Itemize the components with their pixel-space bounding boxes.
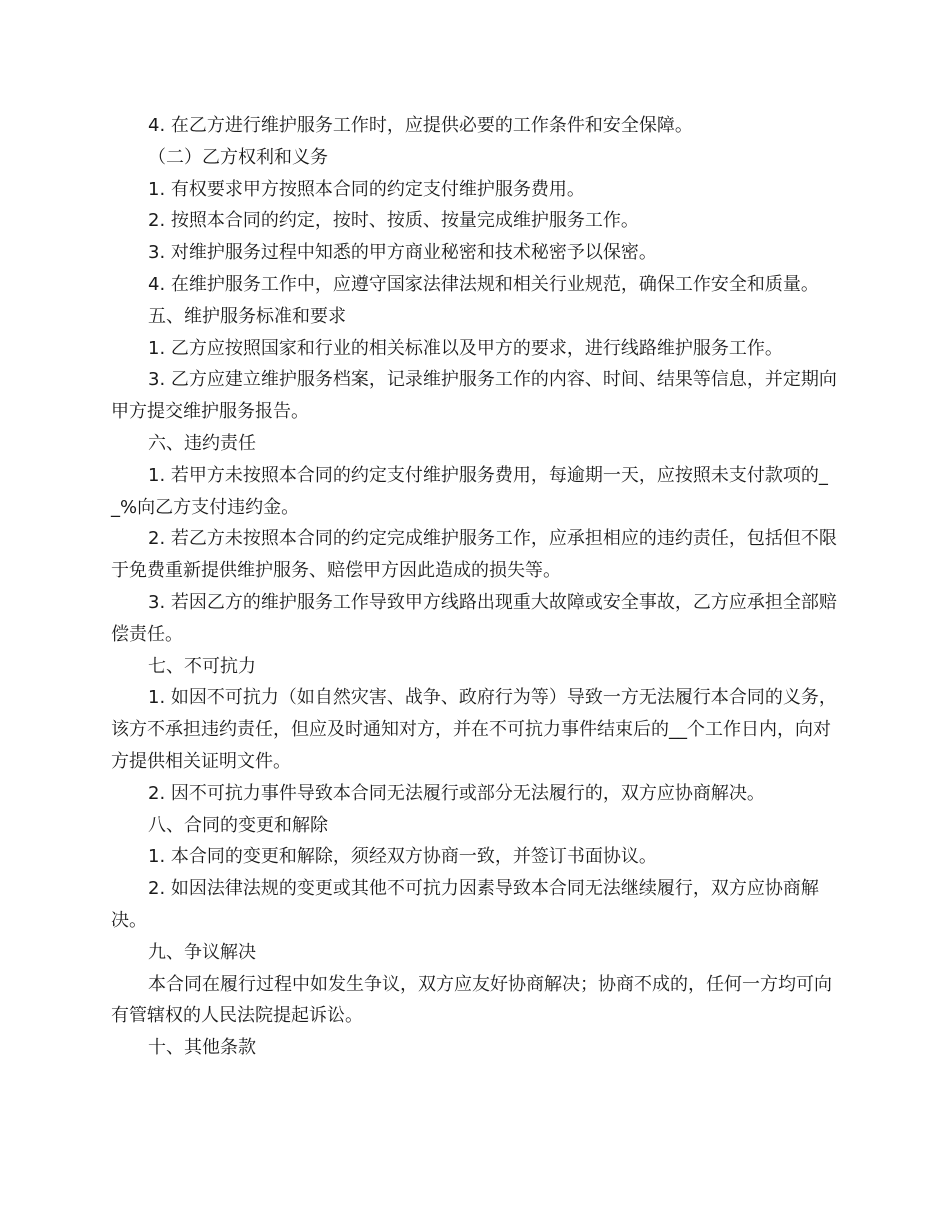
paragraph-15 (111, 682, 841, 777)
paragraph-6 (111, 269, 841, 301)
section-heading-modification (111, 810, 841, 842)
paragraph-11 (111, 460, 841, 524)
paragraph-1 (111, 110, 841, 142)
paragraph-12-text: 2. 若乙方未按照本合同的约定完成维护服务工作，应承担相应的违约责任，包括但不限于免费重新提供维护服务、赔偿甲方因此造成的损失等。 (111, 528, 837, 582)
paragraph-3-text: 1. 有权要求甲方按照本合同的约定支付维护服务费用。 (148, 178, 585, 200)
paragraph-15-text: 1. 如因不可抗力（如自然灾害、战争、政府行为等）导致一方无法履行本合同的义务，该方不承担违约责任，但应及时通知对方，并在不可抗力事件结束后的__个工作日内，向对方提供相关证明文件。 (111, 687, 837, 772)
section-heading-party-b-rights-text: （二）乙方权利和义务 (148, 146, 328, 168)
paragraph-16-text: 2. 因不可抗力事件导致本合同无法履行或部分无法履行的，双方应协商解决。 (148, 782, 765, 804)
paragraph-5-text: 3. 对维护服务过程中知悉的甲方商业秘密和技术秘密予以保密。 (148, 242, 657, 264)
paragraph-18-text: 1. 本合同的变更和解除，须经双方协商一致，并签订书面协议。 (148, 846, 657, 868)
paragraph-3 (111, 174, 841, 206)
paragraph-18 (111, 841, 841, 873)
paragraph-4-text: 2. 按照本合同的约定，按时、按质、按量完成维护服务工作。 (148, 210, 639, 232)
section-heading-dispute-text: 九、争议解决 (148, 941, 256, 963)
paragraph-5 (111, 237, 841, 269)
section-heading-other-terms (111, 1032, 841, 1064)
paragraph-11-text: 1. 若甲方未按照本合同的约定支付维护服务费用，每逾期一天，应按照未支付款项的__%向乙方支付违约金。 (111, 464, 828, 518)
section-heading-dispute (111, 937, 841, 969)
paragraph-9-text: 3. 乙方应建立维护服务档案，记录维护服务工作的内容、时间、结果等信息，并定期向甲方提交维护服务报告。 (111, 369, 837, 423)
section-heading-liability (111, 428, 841, 460)
paragraph-1-text: 4. 在乙方进行维护服务工作时，应提供必要的工作条件和安全保障。 (148, 115, 693, 136)
paragraph-12 (111, 523, 841, 587)
paragraph-4 (111, 205, 841, 237)
paragraph-13-text: 3. 若因乙方的维护服务工作导致甲方线路出现重大故障或安全事故，乙方应承担全部赔偿责任。 (111, 591, 837, 645)
section-heading-force-majeure (111, 651, 841, 683)
paragraph-8 (111, 333, 841, 365)
section-heading-modification-text: 八、合同的变更和解除 (148, 814, 328, 836)
paragraph-19 (111, 873, 841, 937)
section-heading-other-terms-text: 十、其他条款 (148, 1037, 256, 1059)
section-heading-force-majeure-text: 七、不可抗力 (148, 655, 256, 677)
paragraph-21-text: 本合同在履行过程中如发生争议，双方应友好协商解决；协商不成的，任何一方均可向有管辖权的人民法院提起诉讼。 (111, 973, 832, 1027)
paragraph-19-text: 2. 如因法律法规的变更或其他不可抗力因素导致本合同无法继续履行，双方应协商解决。 (111, 878, 819, 931)
section-heading-party-b-rights (111, 142, 841, 174)
paragraph-9 (111, 364, 841, 428)
paragraph-21 (111, 969, 841, 1033)
section-heading-service-standards-text: 五、维护服务标准和要求 (148, 305, 346, 327)
section-heading-service-standards (111, 301, 841, 333)
paragraph-6-text: 4. 在维护服务工作中，应遵守国家法律法规和相关行业规范，确保工作安全和质量。 (148, 273, 819, 295)
paragraph-8-text: 1. 乙方应按照国家和行业的相关标准以及甲方的要求，进行线路维护服务工作。 (148, 337, 783, 359)
section-heading-liability-text: 六、违约责任 (148, 432, 256, 454)
paragraph-16 (111, 778, 841, 810)
paragraph-13 (111, 587, 841, 651)
